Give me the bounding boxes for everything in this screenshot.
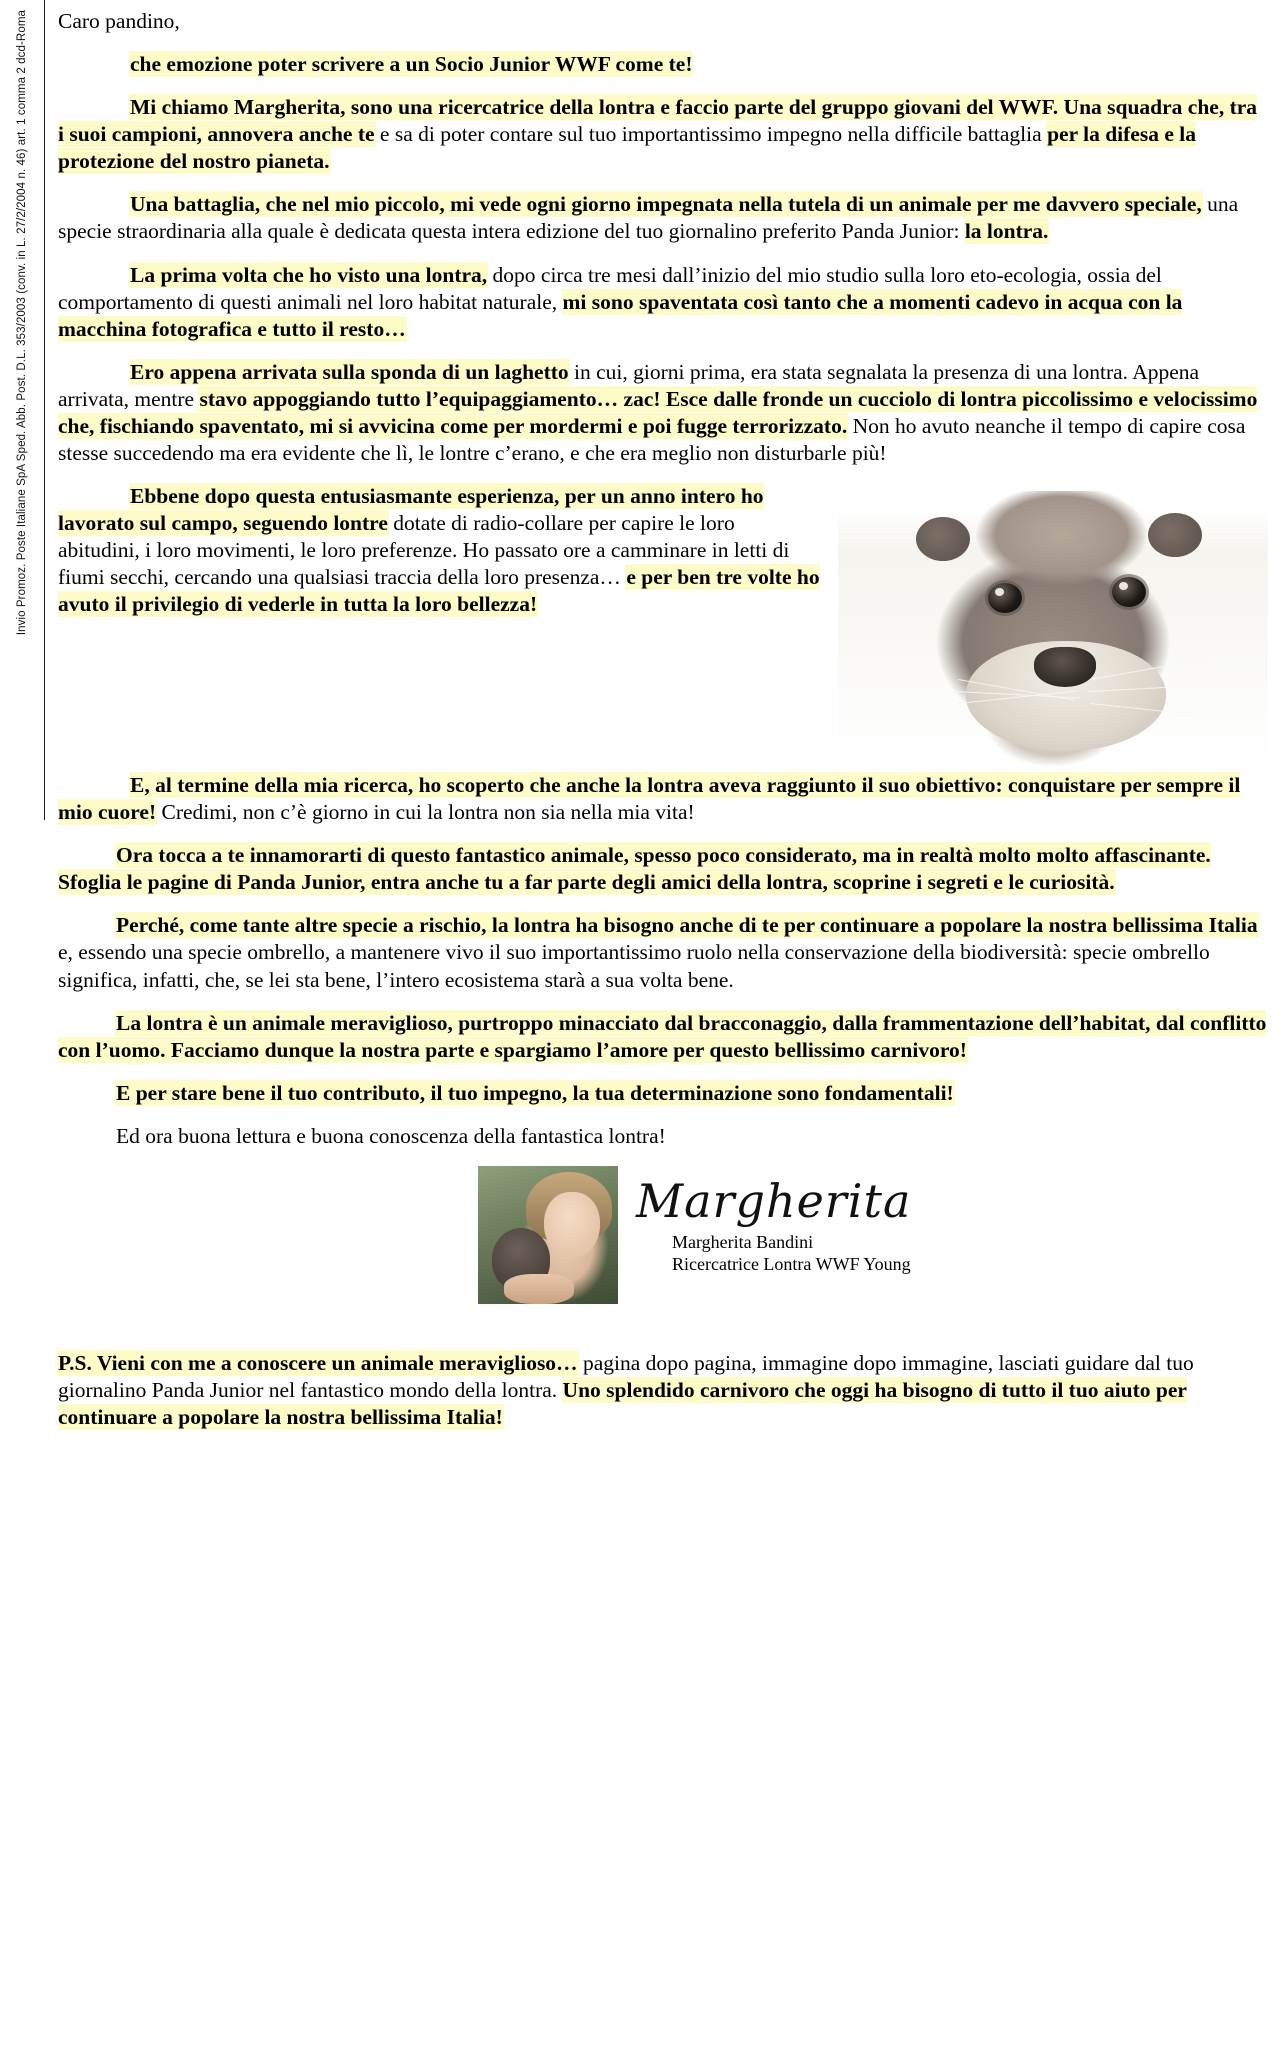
- paragraph-12: Ed ora buona lettura e buona conoscenza della fantastica lontra!: [116, 1123, 666, 1148]
- otter-nose: [1034, 647, 1096, 687]
- p6-bold-2: e per ben tre volte ho avuto il privilegio di vederle in tutta la loro bellezza!: [58, 565, 820, 617]
- paragraph-3: [58, 191, 1268, 245]
- paragraph-5: [58, 359, 1268, 467]
- p7-text-1: Credimi, non c’è giorno in cui la lontra non sia nella mia vita!: [156, 800, 695, 825]
- author-face: [544, 1192, 600, 1258]
- paragraph-9: [58, 912, 1268, 993]
- p9-bold-1: Perché, come tante altre specie a rischio, la lontra ha bisogno anche di te per continuare a popolare la nostra bellissima Italia: [116, 913, 1258, 938]
- p4-bold-1: La prima volta che ho visto una lontra,: [130, 262, 488, 287]
- p6-text-1: dotate di radio-collare per capire le loro abitudini, i loro movimenti, le loro preferenze. Ho passato ore a camminare in letti di fiumi secchi, cercando una qualsiasi traccia della loro presenza…: [58, 511, 790, 590]
- author-hand: [504, 1274, 574, 1304]
- p5-bold-2: stavo appoggiando tutto l’equipaggiamento… zac! Esce dalle fronde un cucciolo di lontra piccolissimo e velocissimo che, fischiando spaventato, mi si avvicina come per mordermi e poi fugge terrorizzato.: [58, 386, 1258, 438]
- otter-ear-left: [916, 517, 970, 561]
- greeting: Caro pandino,: [58, 9, 180, 33]
- p11-bold: E per stare bene il tuo contributo, il tuo impegno, la tua determinazione sono fondamentali!: [116, 1080, 954, 1105]
- ps-bold-2: Uno splendido carnivoro che oggi ha bisogno di tutto il tuo aiuto per continuare a popolare la nostra bellissima Italia!: [58, 1378, 1187, 1430]
- p1-bold: che emozione poter scrivere a un Socio Junior WWF come te!: [130, 52, 693, 77]
- p4-text-1: dopo circa tre mesi dall’inizio del mio studio sulla loro eto-ecologia, ossia del comportamento di questi animali nel loro habitat naturale,: [58, 262, 1162, 314]
- p2-bold-2: per la difesa e la protezione del nostro pianeta.: [58, 122, 1196, 174]
- otter-ear-right: [1148, 513, 1202, 557]
- signature-name: Margherita Bandini: [672, 1231, 814, 1252]
- signature-block: [58, 1166, 1268, 1316]
- p9-text-1: e, essendo una specie ombrello, a mantenere vivo il suo importantissimo ruolo nella conservazione della biodiversità: specie ombrello significa, infatti, che, se lei sta bene, l’intero ecosistema starà a sua volta bene.: [58, 940, 1210, 992]
- p3-text-1: una specie straordinaria alla quale è dedicata questa intera edizione del tuo giornalino preferito Panda Junior:: [58, 192, 1239, 244]
- p6-bold-1: Ebbene dopo questa entusiasmante esperienza, per un anno intero ho lavorato sul campo, seguendo lontre: [58, 484, 764, 536]
- p10-bold: La lontra è un animale meraviglioso, purtroppo minacciato dal bracconaggio, dalla frammentazione dell’habitat, dal conflitto con l’uomo. Facciamo dunque la nostra parte e spargiamo l’amore per questo bellissimo carnivoro!: [58, 1010, 1267, 1062]
- postal-legal-text: Invio Promoz. Poste Italiane SpA Sped. Abb. Post. D.L. 353/2003 (conv. in L. 27/2/2004 n. 46) art. 1 comma 2 dcd-Roma: [16, 10, 28, 636]
- p7-bold-1: E, al termine della mia ricerca, ho scoperto che anche la lontra aveva raggiunto il suo obiettivo: conquistare per sempre il mio cuore!: [58, 773, 1241, 825]
- paragraph-7: [58, 772, 1268, 826]
- postscript: [58, 1350, 1268, 1431]
- p5-text-1: in cui, giorni prima, era stata segnalata la presenza di una lontra. Appena arrivata, mentre: [58, 359, 1200, 411]
- paragraph-10: [58, 1010, 1268, 1064]
- paragraph-8: [58, 842, 1268, 896]
- ps-bold-1: P.S. Vieni con me a conoscere un animale meraviglioso…: [58, 1350, 578, 1375]
- handwritten-signature: Margherita: [636, 1173, 912, 1228]
- otter-eye-right: [1112, 577, 1146, 607]
- paragraph-11: [58, 1080, 1268, 1107]
- ps-text-1: pagina dopo pagina, immagine dopo immagine, lasciati guidare dal tuo giornalino Panda Junior nel fantastico mondo della lontra.: [58, 1350, 1194, 1403]
- p5-bold-1: Ero appena arrivata sulla sponda di un laghetto: [130, 359, 569, 384]
- author-photo: [478, 1166, 618, 1304]
- postal-legal-strip: [0, 0, 45, 820]
- p2-bold-1: Mi chiamo Margherita, sono una ricercatrice della lontra e faccio parte del gruppo giovani del WWF. Una squadra che, tra i suoi campioni, annovera anche te: [58, 95, 1258, 147]
- p4-bold-2: mi sono spaventata così tanto che a momenti cadevo in acqua con la macchina fotografica e tutto il resto…: [58, 289, 1183, 341]
- paragraph-1: [58, 51, 1268, 78]
- letter-body: [58, 8, 1268, 1447]
- p3-bold-2: la lontra.: [964, 219, 1049, 244]
- p3-bold-1: Una battaglia, che nel mio piccolo, mi vede ogni giorno impegnata nella tutela di un animale per me davvero speciale,: [130, 192, 1202, 217]
- p5-text-2: Non ho avuto neanche il tempo di capire cosa stesse succedendo ma era evidente che lì, le lontre c’erano, e che era meglio non disturbarle più!: [58, 413, 1246, 466]
- signature-role: Ricercatrice Lontra WWF Young: [672, 1253, 911, 1274]
- paragraph-2: [58, 94, 1268, 175]
- p2-text-1: e sa di poter contare sul tuo importantissimo impegno nella difficile battaglia: [374, 122, 1048, 147]
- p8-bold: Ora tocca a te innamorarti di questo fantastico animale, spesso poco considerato, ma in realtà molto molto affascinante. Sfoglia le pagine di Panda Junior, entra anche tu a far parte degli amici della lontra, scoprine i segreti e le curiosità.: [58, 843, 1211, 895]
- otter-eye-left: [988, 583, 1022, 613]
- paragraph-4: [58, 262, 1268, 343]
- otter-head-image: [838, 491, 1268, 766]
